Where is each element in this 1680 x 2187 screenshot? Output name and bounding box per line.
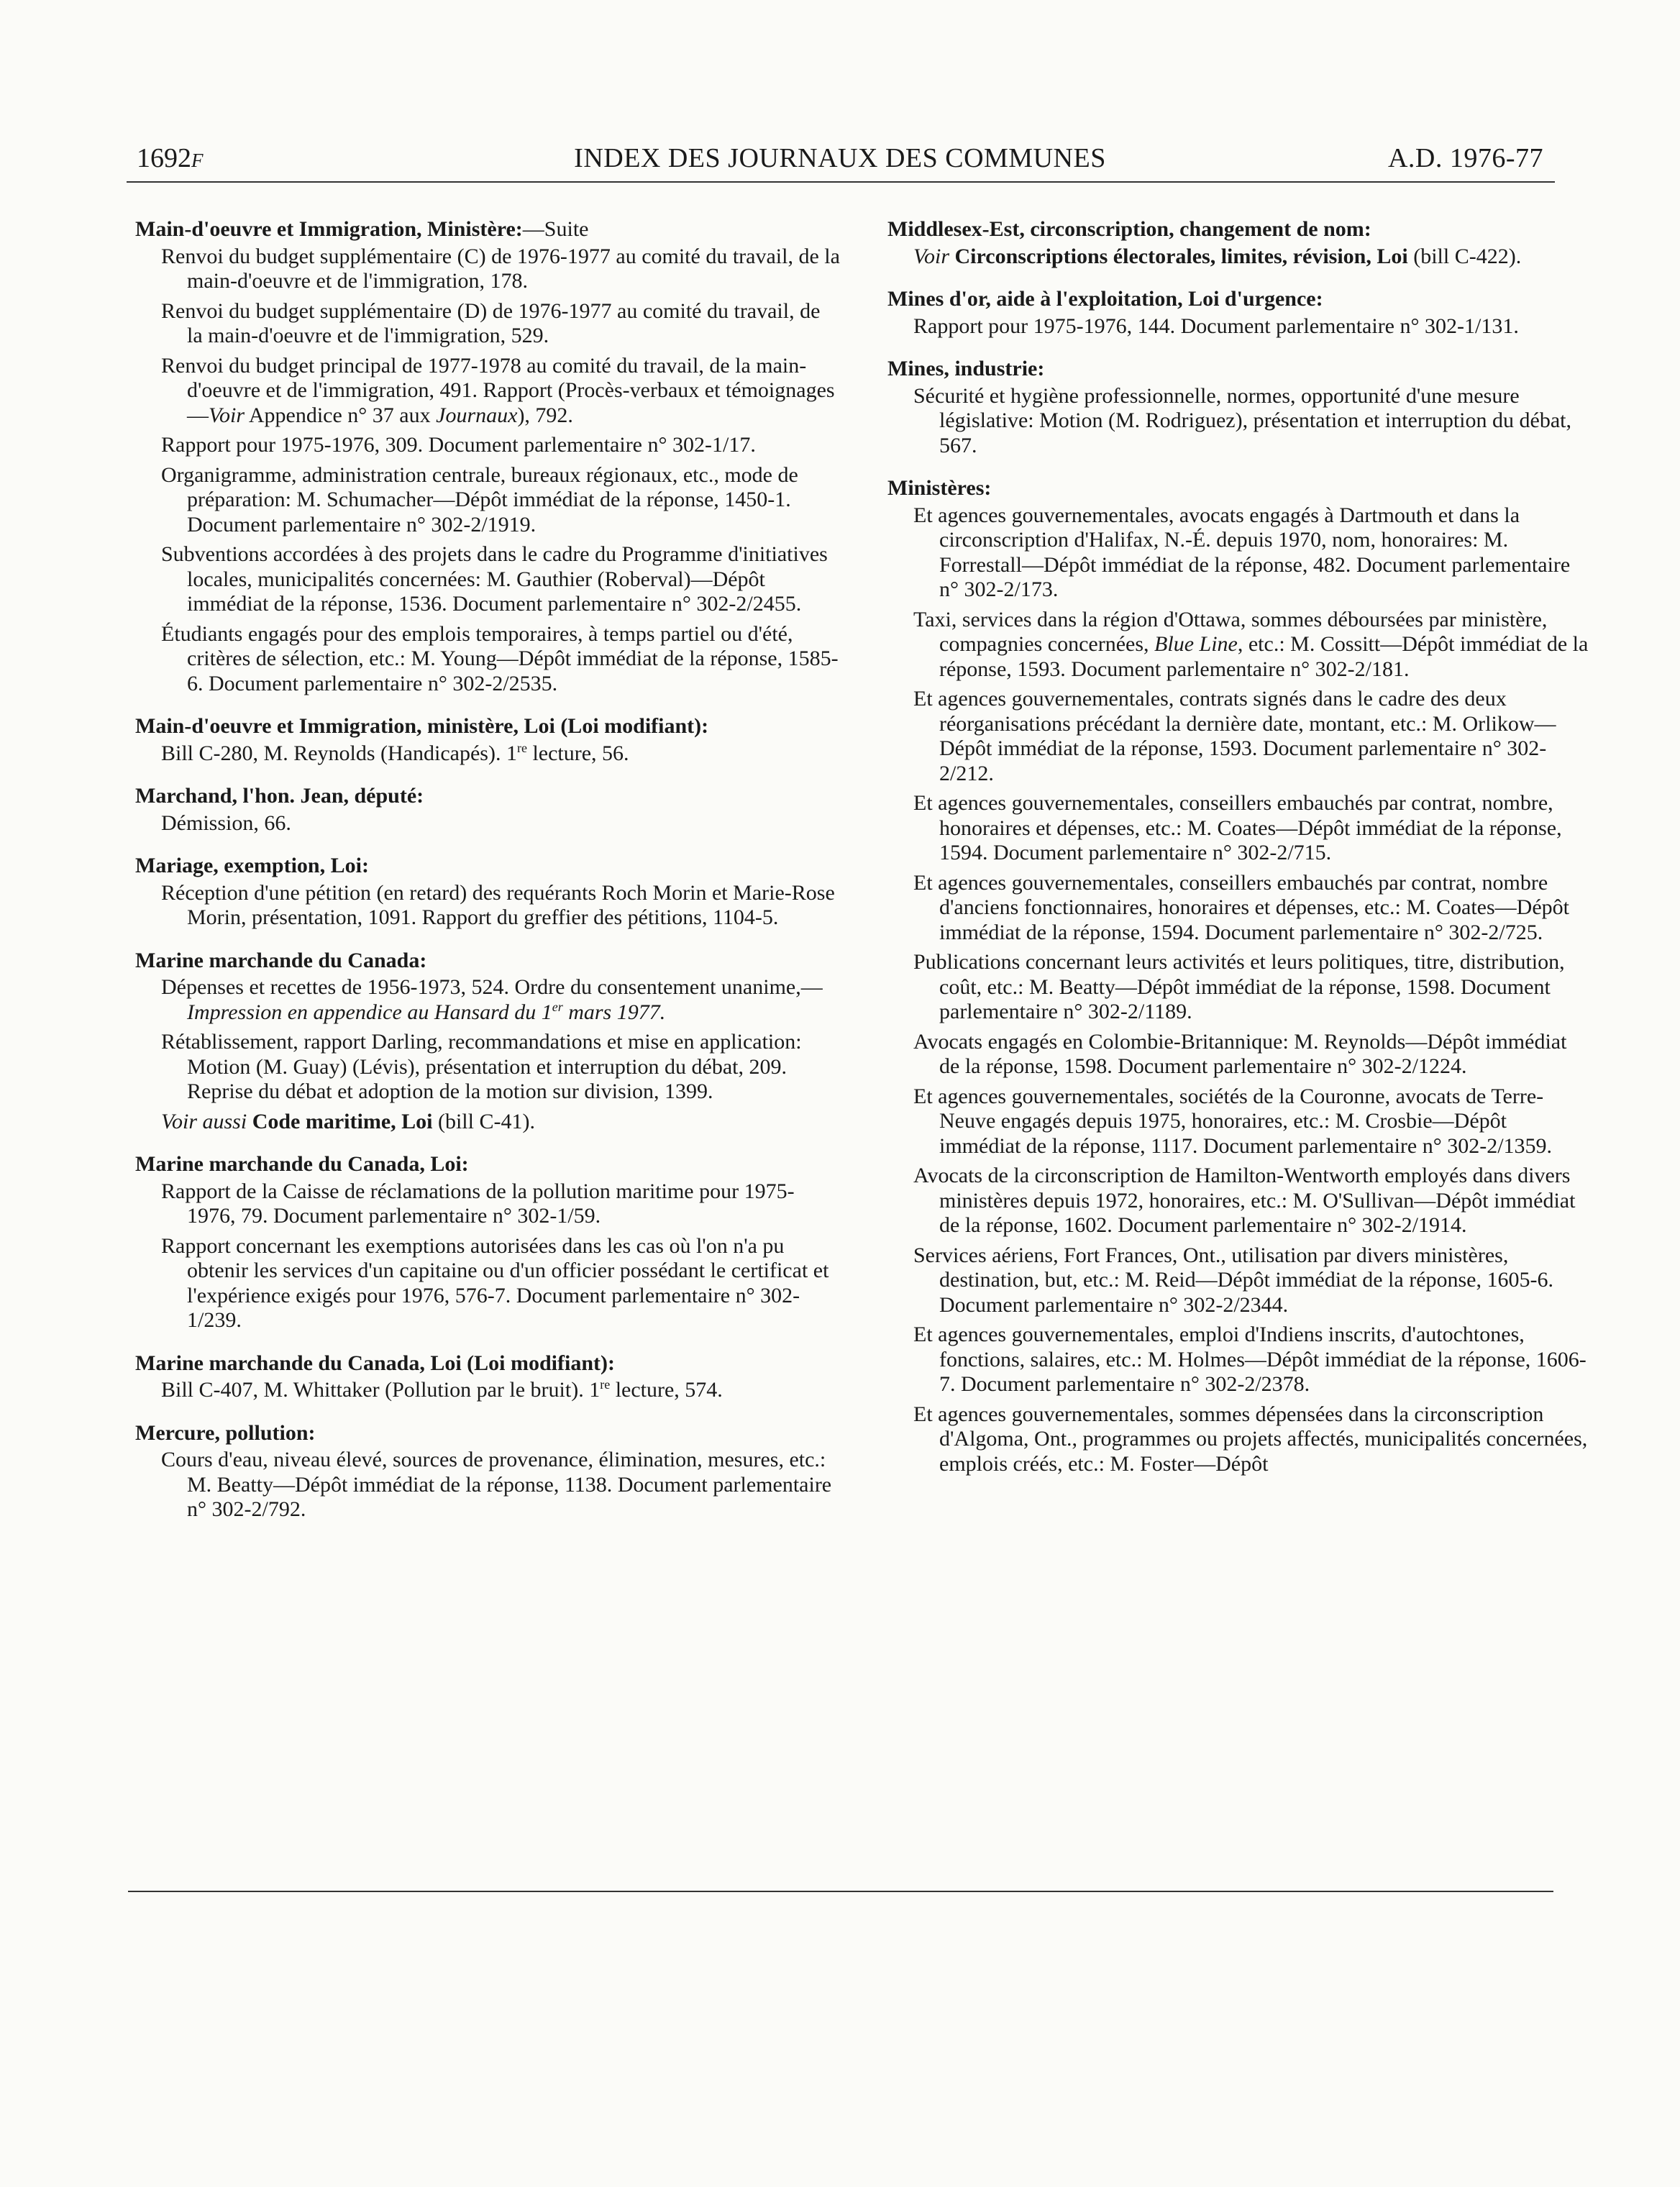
sub-entry: Et agences gouvernementales, sociétés de la Couronne, avocats de Terre-Neuve engagés depuis 1975, honoraires, etc.: M. Crosbie—Dépôt immédiat de la réponse, 1117. Document parlementaire n° 302-2/1359.: [913, 1084, 1553, 1158]
sub-entry: Taxi, services dans la région d'Ottawa, sommes déboursées par ministère, compagnies concernées, Blue Line, etc.: M. Cossitt—Dépôt immédiat de la réponse, 1593. Document parlementaire n° 302-2/181.: [913, 607, 1589, 681]
sub-entry: Étudiants engagés pour des emplois temporaires, à temps partiel ou d'été, critères de sélection, etc.: M. Young—Dépôt immédiat de la réponse, 1585-6. Document parlementaire n° 302-2/2535.: [161, 621, 839, 695]
page-suffix: F: [191, 150, 204, 171]
entry-heading: Mines, industrie:: [887, 357, 1045, 380]
sub-entry: Publications concernant leurs activités et leurs politiques, titre, distribution, coût, etc.: M. Beatty—Dépôt immédiat de la réponse, 1598. Document parlementaire n° 302-2/1189.: [913, 950, 1565, 1023]
right-column: [887, 217, 1592, 1494]
sub-entry: Renvoi du budget supplémentaire (D) de 1976-1977 au comité du travail, de la main-d'oeuvre et de l'immigration, 529.: [161, 298, 821, 347]
entry-heading: Marine marchande du Canada:: [135, 948, 427, 972]
sub-entry: Et agences gouvernementales, avocats engagés à Dartmouth et dans la circonscription d'Halifax, N.-É. depuis 1970, nom, honoraires: M. Forrestall—Dépôt immédiat de la réponse, 482. Document parlementaire n° 302-2/173.: [913, 503, 1571, 601]
sub-entry: Voir aussi Code maritime, Loi (bill C-41).: [161, 1109, 535, 1133]
entry-heading: Main-d'oeuvre et Immigration, Ministère:—Suite: [135, 217, 589, 241]
sub-entry: Organigramme, administration centrale, bureaux régionaux, etc., mode de préparation: M. Schumacher—Dépôt immédiat de la réponse, 1450-1. Document parlementaire n° 302-2/1919.: [161, 462, 798, 537]
index-entry: [887, 476, 1592, 1476]
sub-entry: Réception d'une pétition (en retard) des requérants Roch Morin et Marie-Rose Morin, présentation, 1091. Rapport du greffier des pétitions, 1104-5.: [161, 880, 835, 929]
entry-heading: Marchand, l'hon. Jean, député:: [135, 784, 424, 808]
sub-entry: Bill C-280, M. Reynolds (Handicapés). 1re lecture, 56.: [161, 740, 629, 765]
page-number: 1692F: [137, 143, 204, 173]
index-entry: [887, 357, 1592, 458]
sub-entry: Renvoi du budget principal de 1977-1978 au comité du travail, de la main-d'oeuvre et de l'immigration, 491. Rapport (Procès-verbaux et témoignages—Voir Appendice n° 37 aux Journaux), 792.: [161, 353, 835, 427]
index-entry: [135, 949, 840, 1135]
page-title: INDEX DES JOURNAUX DES COMMUNES: [574, 143, 1106, 173]
page-year: A.D. 1976-77: [1387, 143, 1543, 173]
page-header: [137, 142, 1543, 178]
sub-entry: Rétablissement, rapport Darling, recommandations et mise en application: Motion (M. Guay) (Lévis), présentation et interruption du débat, 209. Reprise du débat et adoption de la motion sur division, 1399.: [161, 1030, 802, 1103]
index-entry: [135, 217, 840, 696]
sub-entry: Et agences gouvernementales, contrats signés dans le cadre des deux réorganisations précédant la dernière date, montant, etc.: M. Orlikow—Dépôt immédiat de la réponse, 1593. Document parlementaire n° 302-2/212.: [913, 687, 1556, 785]
entry-heading: Mines d'or, aide à l'exploitation, Loi d'urgence:: [887, 287, 1323, 311]
sub-entry: Et agences gouvernementales, emploi d'Indiens inscrits, d'autochtones, fonctions, salaires, etc.: M. Holmes—Dépôt immédiat de la réponse, 1606-7. Document parlementaire n° 302-2/2378.: [913, 1323, 1587, 1396]
entry-heading: Main-d'oeuvre et Immigration, ministère, Loi (Loi modifiant):: [135, 714, 709, 738]
sub-entry: Dépenses et recettes de 1956-1973, 524. Ordre du consentement unanime,—Impression en appendice au Hansard du 1er mars 1977.: [161, 975, 823, 1024]
sub-entry: Cours d'eau, niveau élevé, sources de provenance, élimination, mesures, etc.: M. Beatty—Dépôt immédiat de la réponse, 1138. Document parlementaire n° 302-2/792.: [161, 1448, 832, 1521]
sub-entry: Subventions accordées à des projets dans le cadre du Programme d'initiatives locales, municipalités concernées: M. Gauthier (Roberval)—Dépôt immédiat de la réponse, 1536. Document parlementaire n° 302-2/2455.: [161, 542, 828, 616]
entry-heading: Ministères:: [887, 476, 992, 500]
sub-entry: Avocats engagés en Colombie-Britannique: M. Reynolds—Dépôt immédiat de la réponse, 1598. Document parlementaire n° 302-2/1224.: [913, 1029, 1567, 1078]
sub-entry: Et agences gouvernementales, conseillers embauchés par contrat, nombre, honoraires et dépenses, etc.: M. Coates—Dépôt immédiat de la réponse, 1594. Document parlementaire n° 302-2/715.: [913, 791, 1562, 864]
sub-entry: Rapport pour 1975-1976, 144. Document parlementaire n° 302-1/131.: [913, 314, 1519, 338]
entry-heading: Marine marchande du Canada, Loi:: [135, 1152, 469, 1176]
index-entry: [887, 287, 1592, 339]
sub-entry: Et agences gouvernementales, conseillers embauchés par contrat, nombre d'anciens fonctionnaires, honoraires et dépenses, etc.: M. Coates—Dépôt immédiat de la réponse, 1594. Document parlementaire n° 302-2/725.: [913, 870, 1569, 944]
sub-entry: Services aériens, Fort Frances, Ont., utilisation par divers ministères, destination, but, etc.: M. Reid—Dépôt immédiat de la réponse, 1605-6. Document parlementaire n° 302-2/2344.: [913, 1243, 1553, 1317]
entry-heading: Mariage, exemption, Loi:: [135, 854, 369, 877]
index-entry: [135, 854, 840, 931]
sub-entry: Rapport concernant les exemptions autorisées dans les cas où l'on n'a pu obtenir les services d'un capitaine ou d'un officier possédant le certificat et l'expérience exigés pour 1976, 576-7. Document parlementaire n° 302-1/239.: [161, 1233, 829, 1332]
index-entry: [887, 217, 1592, 269]
sub-entry: Rapport pour 1975-1976, 309. Document parlementaire n° 302-1/17.: [161, 433, 756, 457]
index-entry: [135, 1351, 840, 1403]
entry-heading: Mercure, pollution:: [135, 1420, 316, 1445]
index-entry: [135, 714, 840, 766]
index-entry: [135, 1152, 840, 1333]
sub-entry: Démission, 66.: [161, 811, 291, 835]
sub-entry: Avocats de la circonscription de Hamilton-Wentworth employés dans divers ministères depuis 1972, honoraires, etc.: M. O'Sullivan—Dépôt immédiat de la réponse, 1602. Document parlementaire n° 302-2/1914.: [913, 1164, 1576, 1237]
sub-entry: Rapport de la Caisse de réclamations de la pollution maritime pour 1975-1976, 79. Document parlementaire n° 302-1/59.: [161, 1179, 795, 1228]
sub-entry: Renvoi du budget supplémentaire (C) de 1976-1977 au comité du travail, de la main-d'oeuvre et de l'immigration, 178.: [161, 244, 840, 293]
sub-entry: Et agences gouvernementales, sommes dépensées dans la circonscription d'Algoma, Ont., programmes ou projets affectés, municipalités concernées, emplois créés, etc.: M. Foster—Dépôt: [913, 1402, 1588, 1476]
header-rule: [127, 181, 1555, 183]
footer-rule: [128, 1891, 1553, 1892]
entry-heading: Marine marchande du Canada, Loi (Loi modifiant):: [135, 1351, 615, 1375]
index-entry: [135, 784, 840, 836]
sub-entry: Bill C-407, M. Whittaker (Pollution par le bruit). 1re lecture, 574.: [161, 1377, 723, 1402]
sub-entry: Sécurité et hygiène professionnelle, normes, opportunité d'une mesure législative: Motion (M. Rodriguez), présentation et interruption du débat, 567.: [913, 383, 1571, 457]
sub-entry: Voir Circonscriptions électorales, limites, révision, Loi (bill C-422).: [913, 244, 1522, 268]
left-column: [135, 217, 840, 1540]
heading-suite: —Suite: [522, 217, 589, 241]
entry-heading: Middlesex-Est, circonscription, changement de nom:: [887, 217, 1371, 241]
index-entry: [135, 1421, 840, 1522]
